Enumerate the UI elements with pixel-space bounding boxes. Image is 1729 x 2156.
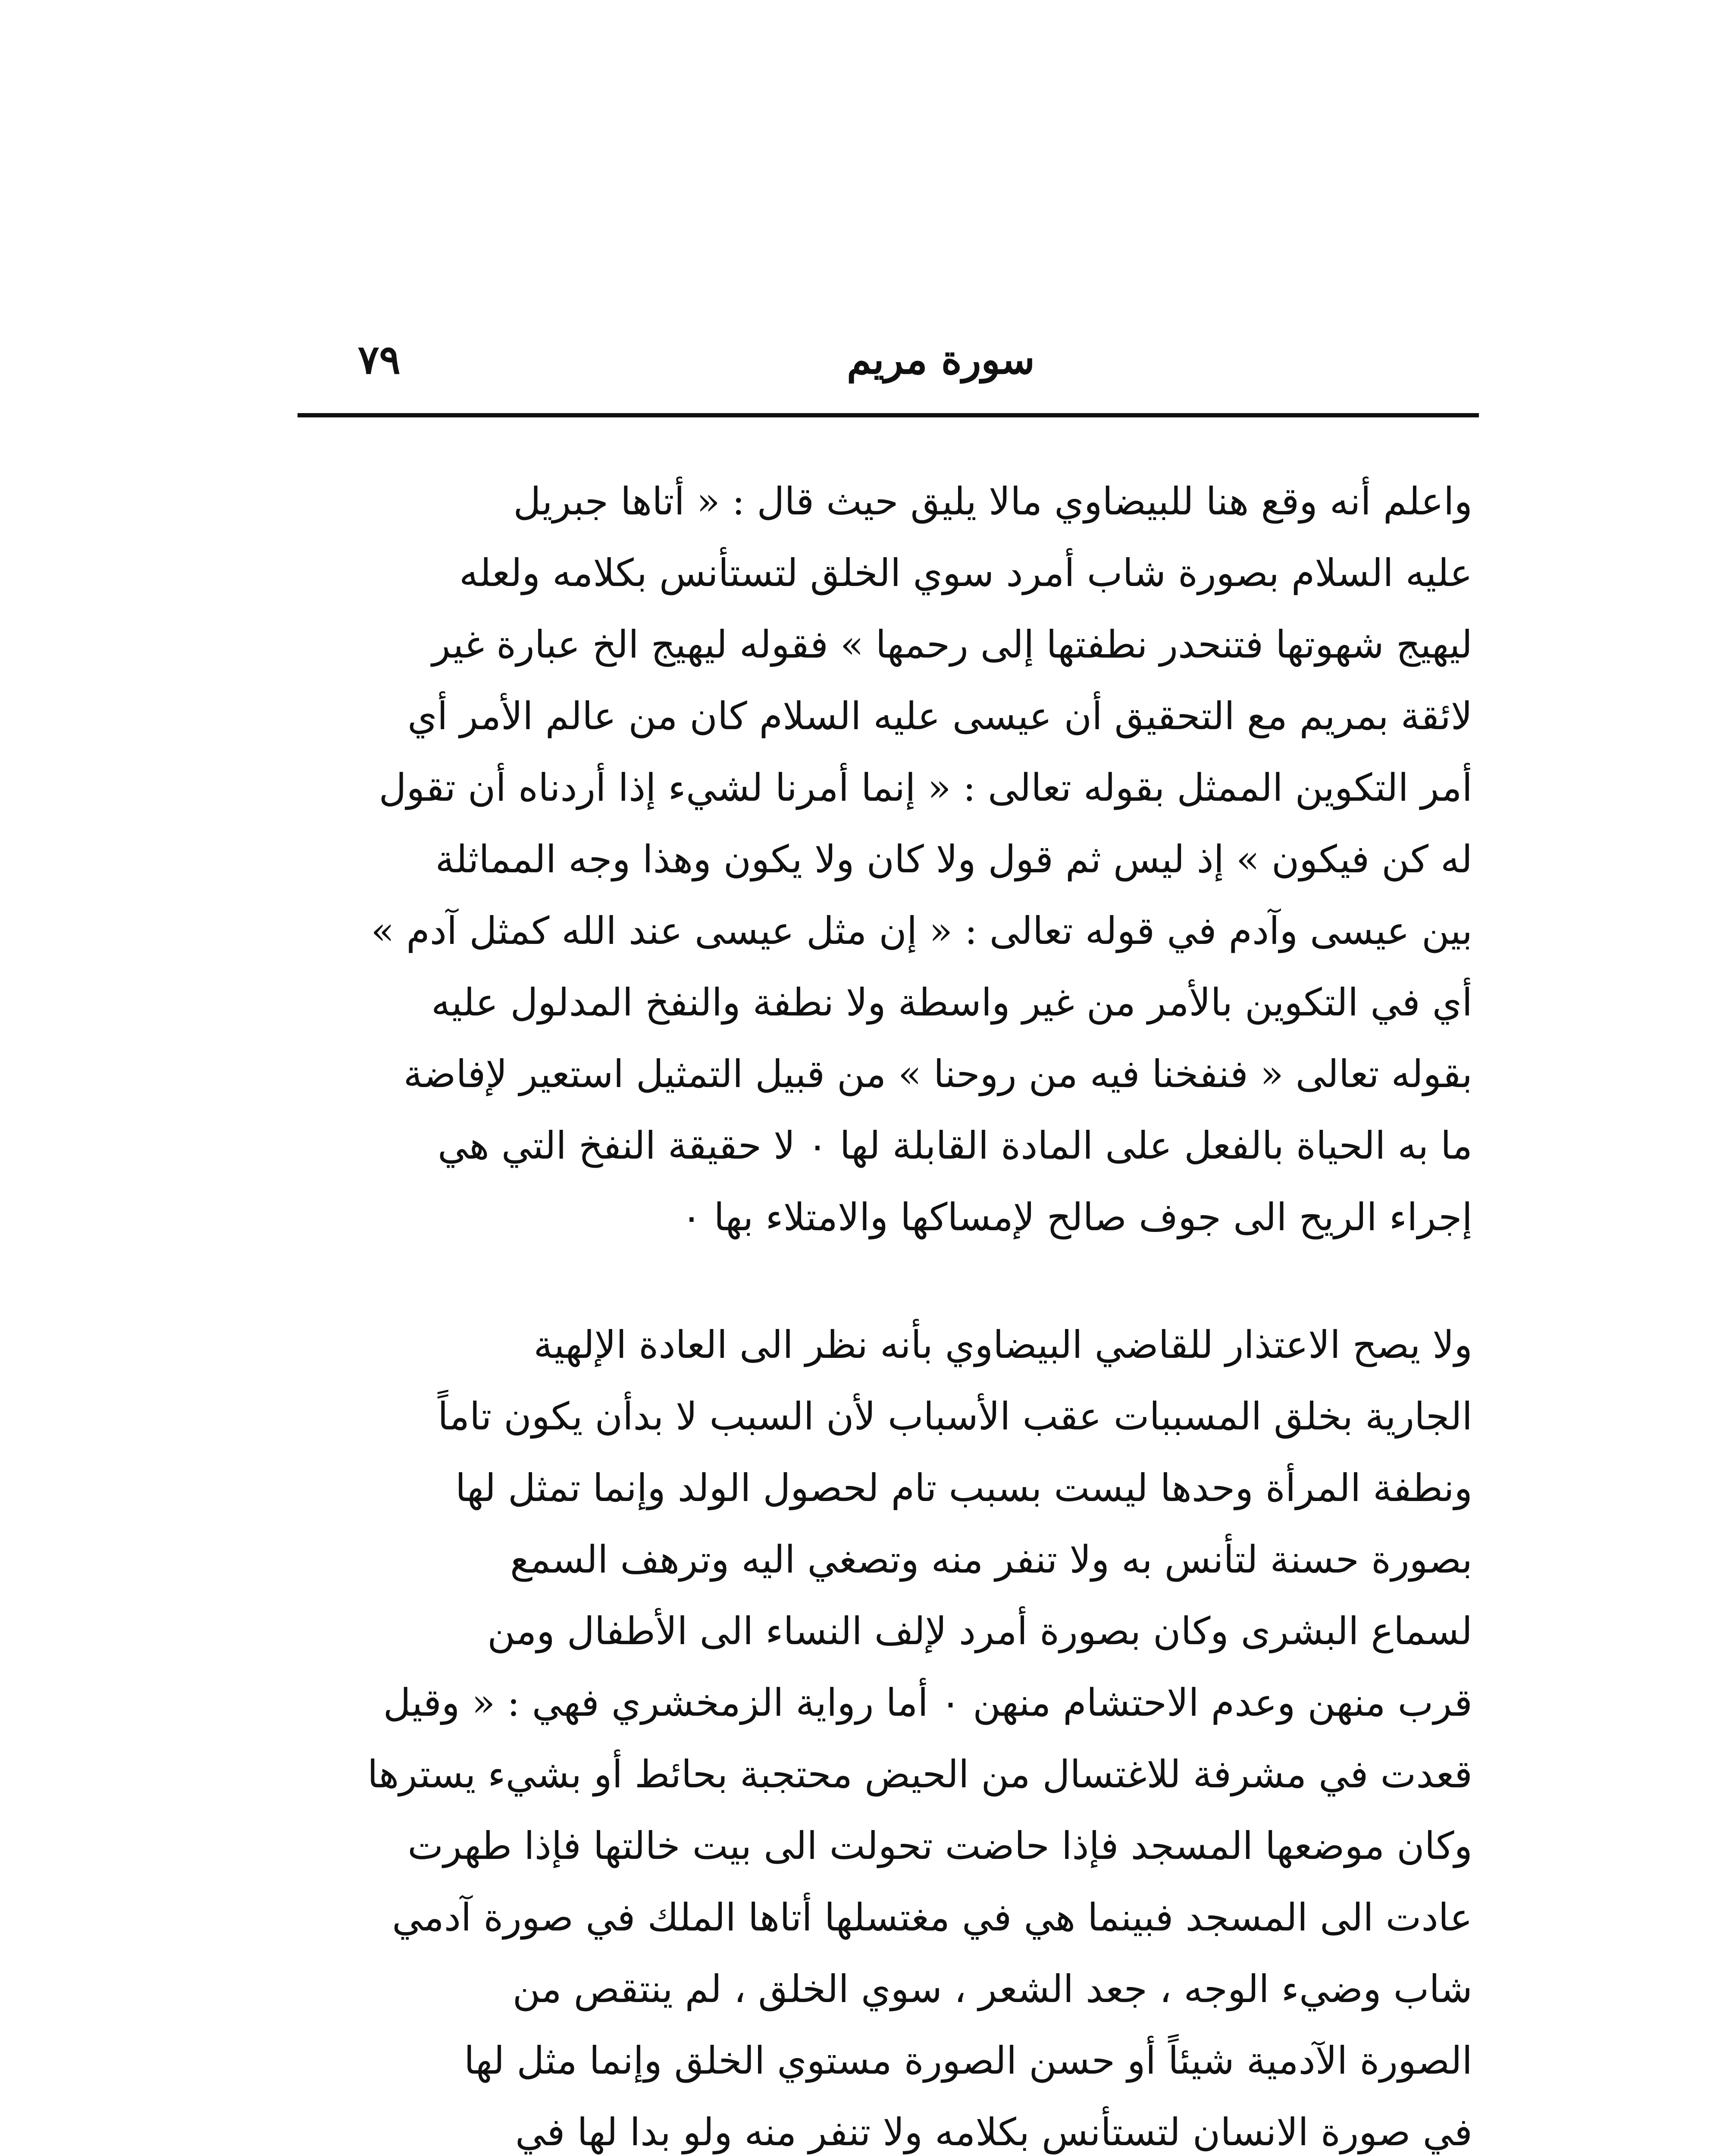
text-line: لائقة بمريم مع التحقيق أن عيسى عليه السلام كان من عالم الأمر أي [407, 694, 1472, 738]
text-line: بصورة حسنة لتأنس به ولا تنفر منه وتصغي اليه وترهف السمع [510, 1537, 1472, 1582]
text-line: أي في التكوين بالأمر من غير واسطة ولا نطفة والنفخ المدلول عليه [431, 980, 1472, 1025]
text-line: إجراء الريح الى جوف صالح لإمساكها والامتلاء بها ٠ [681, 1195, 1472, 1239]
text-line: بقوله تعالى « فنفخنا فيه من روحنا » من قبيل التمثيل استعير لإفاضة [403, 1052, 1472, 1096]
page-header [298, 328, 1479, 401]
text-line: عليه السلام بصورة شاب أمرد سوي الخلق لتستأنس بكلامه ولعله [459, 551, 1472, 595]
text-line: ونطفة المرأة وحدها ليست بسبب تام لحصول الولد وإنما تمثل لها [455, 1466, 1472, 1510]
text-line: ليهيج شهوتها فتنحدر نطفتها إلى رحمها » فقوله ليهيج الخ عبارة غير [432, 622, 1472, 667]
text-line: شاب وضيء الوجه ، جعد الشعر ، سوي الخلق ، لم ينتقص من [512, 1967, 1472, 2011]
text-line: بين عيسى وآدم في قوله تعالى : « إن مثل عيسى عند الله كمثل آدم » [371, 909, 1472, 953]
header-rule [298, 413, 1479, 417]
text-line: لسماع البشرى وكان بصورة أمرد لإلف النساء الى الأطفال ومن [487, 1609, 1472, 1653]
text-line: في صورة الانسان لتستأنس بكلامه ولا تنفر منه ولو بدا لها في [515, 2110, 1472, 2154]
text-line: ما به الحياة بالفعل على المادة القابلة لها ٠ لا حقيقة النفخ التي هي [437, 1123, 1472, 1168]
page-number: ٧٩ [358, 336, 401, 383]
text-line: الصورة الآدمية شيئاً أو حسن الصورة مستوي الخلق وإنما مثل لها [464, 2038, 1472, 2083]
text-line: قعدت في مشرفة للاغتسال من الحيض محتجبة بحائط أو بشيء يسترها [367, 1752, 1472, 1796]
text-line: له كن فيكون » إذ ليس ثم قول ولا كان ولا يكون وهذا وجه المماثلة [435, 837, 1472, 881]
text-line: عادت الى المسجد فبينما هي في مغتسلها أتاها الملك في صورة آدمي [392, 1895, 1472, 1940]
text-line: واعلم أنه وقع هنا للبيضاوي مالا يليق حيث قال : « أتاها جبريل [513, 479, 1472, 523]
text-line: قرب منهن وعدم الاحتشام منهن ٠ أما رواية الزمخشري فهي : « وقيل [383, 1680, 1472, 1725]
paragraph-2 [252, 1309, 1472, 2156]
text-line: الجارية بخلق المسببات عقب الأسباب لأن السبب لا بدأن يكون تاماً [438, 1394, 1472, 1438]
paragraph-1 [252, 466, 1472, 1253]
text-line: وكان موضعها المسجد فإذا حاضت تحولت الى بيت خالتها فإذا طهرت [407, 1824, 1472, 1868]
text-line: ولا يصح الاعتذار للقاضي البيضاوي بأنه نظر الى العادة الإلهية [533, 1322, 1472, 1367]
text-line: أمر التكوين الممثل بقوله تعالى : « إنما أمرنا لشيء إذا أردناه أن تقول [379, 765, 1472, 810]
chapter-title: سورة مريم [846, 336, 1035, 383]
